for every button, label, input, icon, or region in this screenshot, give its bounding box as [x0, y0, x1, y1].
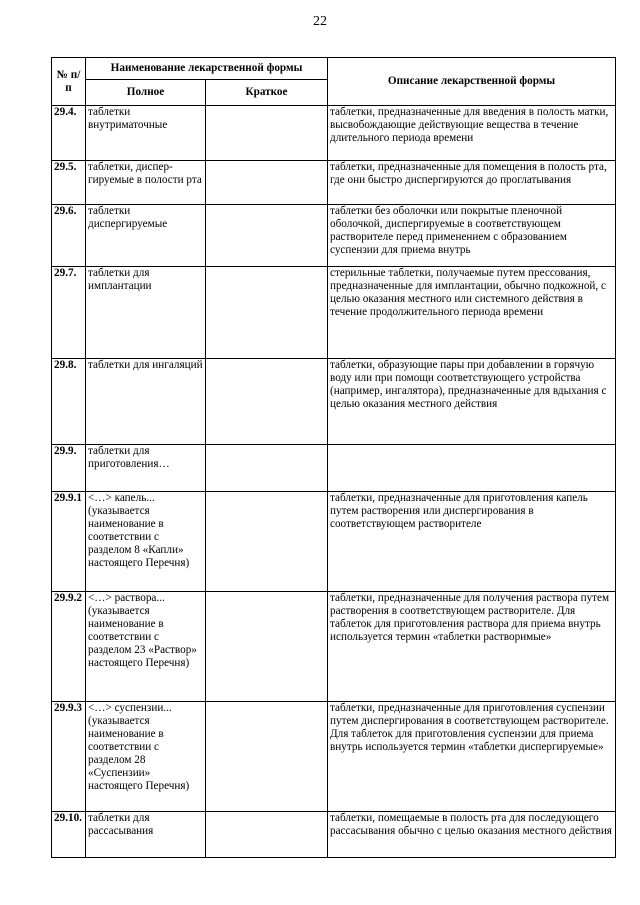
row-full-name: таблетки внутриматочные: [86, 106, 206, 161]
row-number: 29.5.: [52, 161, 86, 205]
row-full-name: <…> суспензии... (указывается наименование в соответствии с разделом 28 «Суспензии» настоящего Перечня): [86, 702, 206, 812]
row-full-name: таблетки, диспер-гируемые в полости рта: [86, 161, 206, 205]
row-short-name: [206, 106, 328, 161]
row-full-name: таблетки для ингаляций: [86, 359, 206, 445]
table-row: [52, 702, 616, 812]
row-description: таблетки, предназначенные для приготовления суспензии путем диспергирования в соответствующем растворителе. Для таблеток для приготовления суспензии для приема внутрь используется термин «таблетки диспергируемые»: [328, 702, 616, 812]
row-short-name: [206, 161, 328, 205]
row-full-name: <…> раствора... (указывается наименование в соответствии с разделом 23 «Раствор» настоящего Перечня): [86, 592, 206, 702]
table-row: [52, 205, 616, 267]
row-full-name: таблетки для рассасывания: [86, 812, 206, 858]
row-full-name: таблетки для имплантации: [86, 267, 206, 359]
table-row: [52, 592, 616, 702]
row-short-name: [206, 492, 328, 592]
row-number: 29.7.: [52, 267, 86, 359]
row-description: таблетки, предназначенные для введения в полость матки, высвобождающие действующие вещества в течение длительного периода времени: [328, 106, 616, 161]
row-description: таблетки, предназначенные для помещения в полость рта, где они быстро диспергируются до проглатывания: [328, 161, 616, 205]
row-number: 29.4.: [52, 106, 86, 161]
row-full-name: таблетки для приготовления…: [86, 445, 206, 492]
row-number: 29.9.3: [52, 702, 86, 812]
header-short: Краткое: [206, 80, 328, 106]
row-short-name: [206, 267, 328, 359]
dosage-forms-table: [51, 57, 616, 858]
row-description: стерильные таблетки, получаемые путем прессования, предназначенные для имплантации, обычно подкожной, с целью оказания местного или системного действия в течение продолжительного периода времени: [328, 267, 616, 359]
row-number: 29.9.: [52, 445, 86, 492]
row-description: таблетки, помещаемые в полость рта для последующего рассасывания обычно с целью оказания местного действия: [328, 812, 616, 858]
row-short-name: [206, 702, 328, 812]
row-description: таблетки, предназначенные для приготовления капель путем растворения или диспергирования в соответствующем растворителе: [328, 492, 616, 592]
table-row: [52, 445, 616, 492]
table-row: [52, 106, 616, 161]
row-number: 29.6.: [52, 205, 86, 267]
table-row: [52, 359, 616, 445]
row-short-name: [206, 592, 328, 702]
row-short-name: [206, 205, 328, 267]
row-number: 29.9.2: [52, 592, 86, 702]
row-short-name: [206, 359, 328, 445]
row-full-name: <…> капель... (указывается наименование в соответствии с разделом 8 «Капли» настоящего Перечня): [86, 492, 206, 592]
row-number: 29.8.: [52, 359, 86, 445]
table-row: [52, 267, 616, 359]
row-description: таблетки без оболочки или покрытые пленочной оболочкой, диспергируемые в соответствующем растворителе перед применением с образованием суспензии для приема внутрь: [328, 205, 616, 267]
table-row: [52, 492, 616, 592]
row-description: таблетки, предназначенные для получения раствора путем растворения в соответствующем растворителе. Для таблеток для приготовления раствора для приема внутрь используется термин «таблетки растворимые»: [328, 592, 616, 702]
table-row: [52, 161, 616, 205]
header-number: № п/п: [52, 58, 86, 106]
row-description: таблетки, образующие пары при добавлении в горячую воду или при помощи соответствующего устройства (например, ингалятора), предназначенные для вдыхания с целью оказания местного действия: [328, 359, 616, 445]
table-row: [52, 812, 616, 858]
header-name-group: Наименование лекарственной формы: [86, 58, 328, 80]
row-full-name: таблетки диспергируемые: [86, 205, 206, 267]
header-full: Полное: [86, 80, 206, 106]
row-number: 29.10.: [52, 812, 86, 858]
row-short-name: [206, 812, 328, 858]
row-description: [328, 445, 616, 492]
page-number: 22: [313, 14, 327, 29]
header-description: Описание лекарственной формы: [328, 58, 616, 106]
row-short-name: [206, 445, 328, 492]
row-number: 29.9.1: [52, 492, 86, 592]
